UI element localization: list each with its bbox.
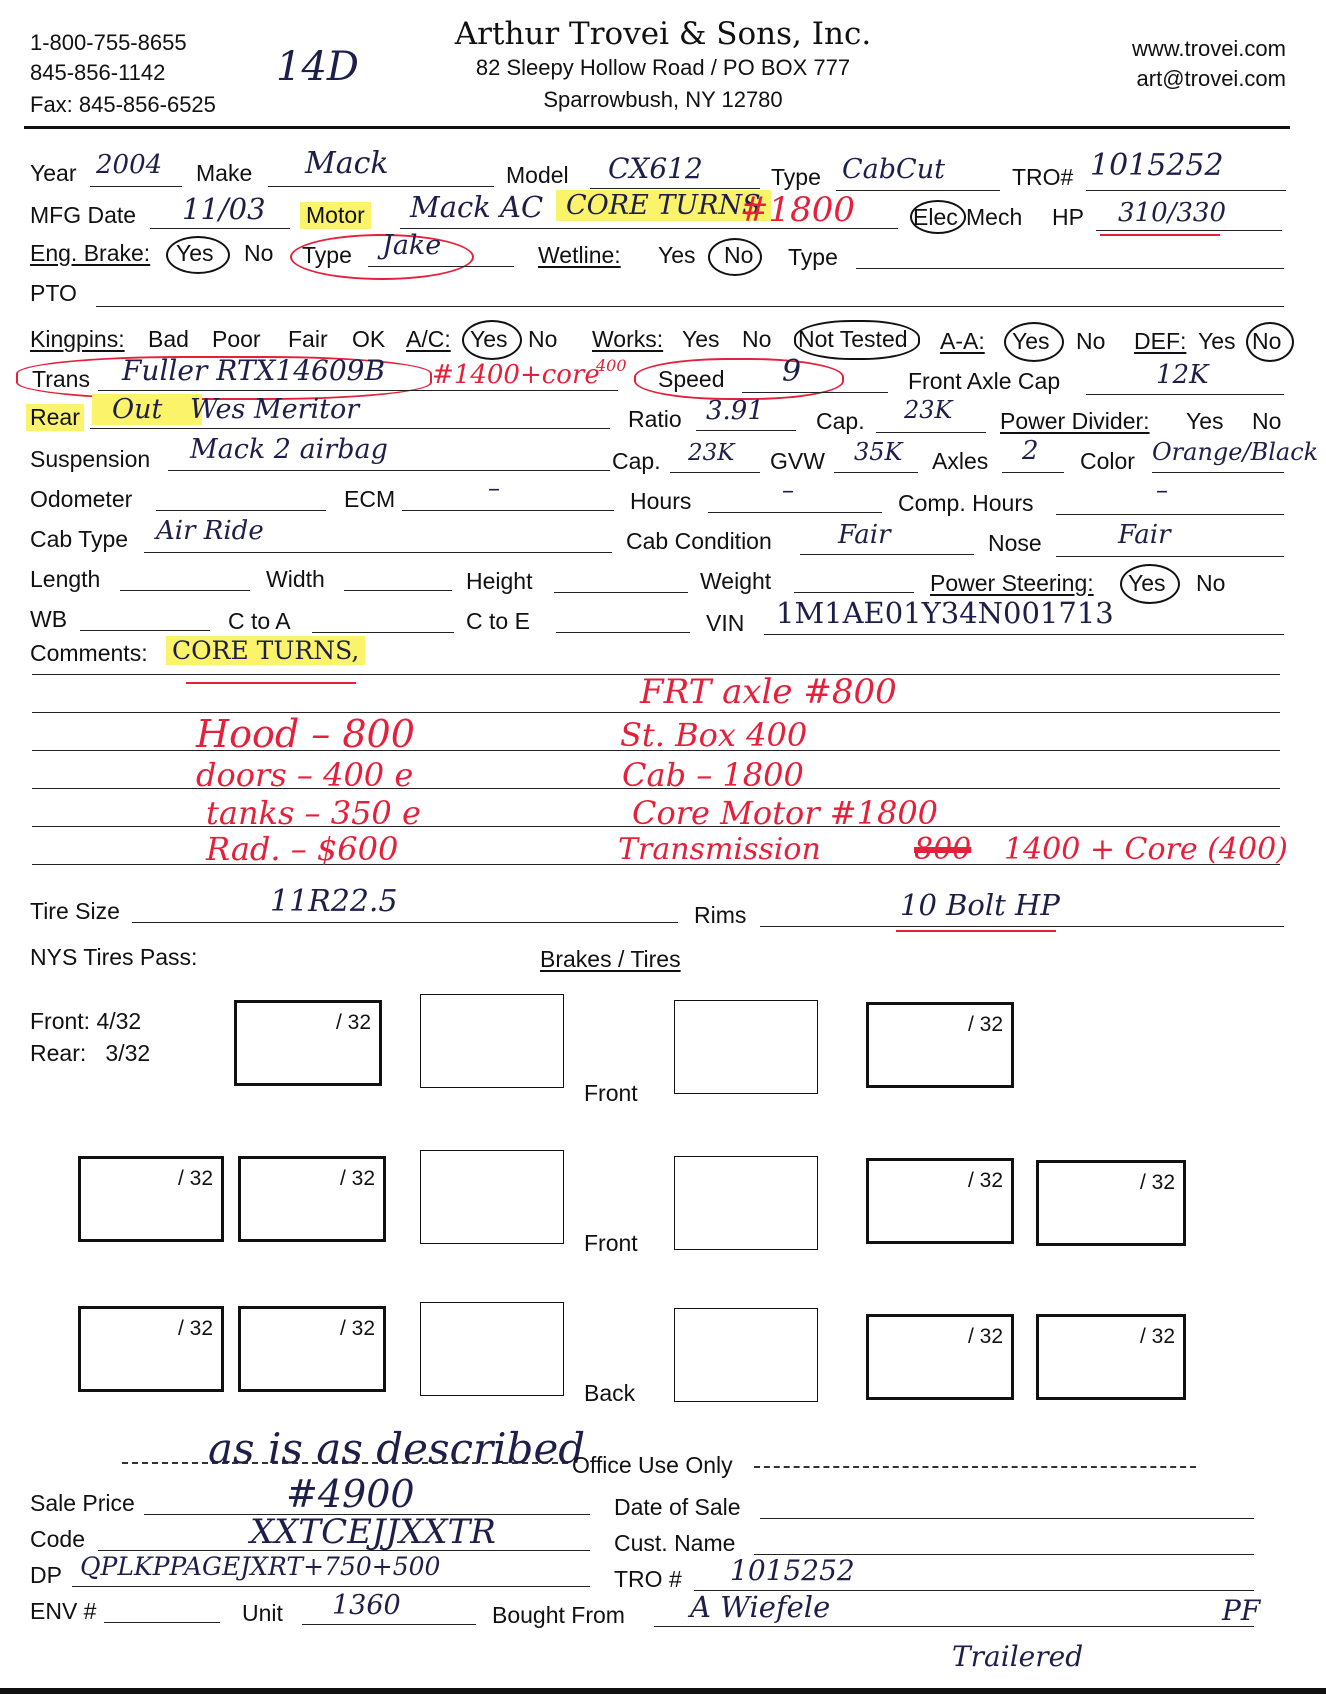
rear-value-b: Wes Meritor: [190, 394, 360, 425]
wetline-yes: Yes: [658, 242, 696, 268]
bought-from-label: Bought From: [492, 1602, 625, 1628]
phone-1: 1-800-755-8655: [30, 30, 187, 55]
cab-condition-value: Fair: [838, 520, 891, 550]
address-line-2: Sparrowbush, NY 12780: [543, 87, 783, 112]
power-steering-no: No: [1196, 570, 1226, 596]
wetline-label: Wetline:: [538, 242, 621, 268]
motor-value: Mack AC: [410, 190, 544, 224]
year-label: Year: [30, 160, 77, 186]
type-value: CabCut: [842, 154, 945, 185]
not-tested: Not Tested: [798, 326, 908, 352]
color-value: Orange/Black: [1152, 438, 1319, 466]
rear-label: Rear: [26, 404, 84, 431]
susp-cap-value: 23K: [688, 440, 735, 466]
comp-hours-value: –: [1156, 476, 1168, 504]
ratio-label: Ratio: [628, 406, 682, 432]
ecm-value: –: [488, 474, 500, 502]
note-left-4: Rad. – $600: [206, 830, 399, 868]
eng-brake-type-value: Jake: [382, 230, 442, 261]
hp-value: 310/330: [1118, 198, 1227, 228]
unit-value: 1360: [332, 1590, 401, 1621]
tire-box-front-right: / 32: [866, 1002, 1014, 1088]
tire-box-mid-left-outer: / 32: [78, 1156, 224, 1242]
ecm-label: ECM: [344, 486, 396, 512]
axles-label: Axles: [932, 448, 989, 474]
note-right-1: FRT axle #800: [640, 672, 897, 712]
note-left-3: tanks – 350 e: [206, 794, 421, 832]
mfg-date-label: MFG Date: [30, 202, 137, 228]
hours-value: –: [782, 476, 794, 504]
dp-label: DP: [30, 1562, 62, 1588]
wetline-no: No: [724, 242, 754, 268]
company-name: Arthur Trovei & Sons, Inc.: [454, 16, 872, 52]
note-left-2: doors – 400 e: [196, 756, 414, 794]
tire-box-mid-right-inner: / 32: [866, 1158, 1014, 1244]
initials: PF: [1222, 1594, 1261, 1627]
code-value: XXTCEJJXXTR: [250, 1512, 496, 1552]
header-divider: [24, 126, 1290, 129]
c-to-e-label: C to E: [466, 608, 530, 634]
vin-label: VIN: [706, 610, 745, 636]
bought-from-value: A Wiefele: [690, 1590, 831, 1624]
comments-value: CORE TURNS,: [166, 636, 365, 665]
front-label-2: Front: [584, 1230, 638, 1256]
email: art@trovei.com: [1136, 66, 1286, 91]
gvw-value: 35K: [854, 438, 903, 466]
rear-value: Out: [92, 394, 202, 425]
works-no: No: [742, 326, 772, 352]
front-axle-cap-value: 12K: [1156, 360, 1209, 390]
kingpins-label: Kingpins:: [30, 326, 125, 352]
tire-size-value: 11R22.5: [270, 884, 398, 919]
gvw-label: GVW: [770, 448, 825, 474]
tire-box-mid-right-outer: / 32: [1036, 1160, 1186, 1246]
length-label: Length: [30, 566, 101, 592]
weight-label: Weight: [700, 568, 772, 594]
brake-box-mid-left: [420, 1150, 564, 1244]
sale-price-value: #4900: [286, 1472, 415, 1516]
code-label: Code: [30, 1526, 85, 1552]
rear-tread-label: Rear: 3/32: [30, 1040, 151, 1066]
back-label: Back: [584, 1380, 636, 1406]
note-right-3: Cab – 1800: [622, 756, 804, 794]
pto-label: PTO: [30, 280, 77, 306]
nys-tires-pass-label: NYS Tires Pass:: [30, 944, 198, 970]
motor-core-turns: CORE TURNS: [556, 190, 771, 221]
aa-yes: Yes: [1012, 328, 1050, 354]
def-yes: Yes: [1198, 328, 1236, 354]
comp-hours-label: Comp. Hours: [898, 490, 1034, 516]
kingpins-ok: OK: [352, 326, 386, 352]
office-note: as is as described: [208, 1424, 586, 1473]
type-label: Type: [771, 164, 821, 190]
hp-label: HP: [1052, 204, 1084, 230]
hours-label: Hours: [630, 488, 692, 514]
vin-value: 1M1AE01Y34N001713: [776, 596, 1114, 630]
rear-cap-value: 23K: [904, 396, 953, 424]
susp-cap-label: Cap.: [612, 448, 661, 474]
trans-core: 400: [596, 356, 627, 375]
handwritten-code: 14D: [276, 44, 359, 90]
mech-label: Mech: [966, 204, 1023, 230]
phone-2: 845-856-1142: [30, 60, 166, 85]
aa-label: A-A:: [940, 328, 985, 354]
wetline-type-label: Type: [788, 244, 838, 270]
model-label: Model: [506, 162, 569, 188]
brake-box-back-left: [420, 1302, 564, 1396]
suspension-value: Mack 2 airbag: [190, 434, 388, 465]
website: www.trovei.com: [1131, 36, 1286, 61]
make-label: Make: [196, 160, 253, 186]
env-label: ENV #: [30, 1598, 97, 1624]
brakes-tires-label: Brakes / Tires: [540, 946, 681, 972]
year-value: 2004: [96, 150, 163, 180]
front-label-1: Front: [584, 1080, 638, 1106]
height-label: Height: [466, 568, 533, 594]
works-label: Works:: [592, 326, 664, 352]
tro-2-value: 1015252: [730, 1554, 855, 1587]
c-to-a-label: C to A: [228, 608, 291, 634]
speed-label: Speed: [658, 366, 725, 392]
power-divider-no: No: [1252, 408, 1282, 434]
ratio-value: 3.91: [706, 396, 764, 426]
note-right-6: 1400 + Core (400): [1004, 832, 1288, 867]
model-value: CX612: [608, 152, 703, 185]
brake-box-mid-right: [674, 1156, 818, 1250]
works-yes: Yes: [682, 326, 720, 352]
eng-brake-yes: Yes: [176, 240, 214, 266]
front-axle-cap-label: Front Axle Cap: [908, 368, 1061, 394]
eng-brake-label: Eng. Brake:: [30, 240, 151, 266]
sale-price-label: Sale Price: [30, 1490, 135, 1516]
rims-value: 10 Bolt HP: [900, 888, 1060, 922]
dp-value: QPLKPPAGEJXRT+750+500: [80, 1552, 441, 1581]
make-value: Mack: [305, 146, 389, 181]
tire-size-label: Tire Size: [30, 898, 120, 924]
tro-label: TRO#: [1012, 164, 1074, 190]
brake-box-back-right: [674, 1308, 818, 1402]
office-use-only-label: Office Use Only: [572, 1452, 733, 1478]
cab-type-label: Cab Type: [30, 526, 129, 552]
address-line-1: 82 Sleepy Hollow Road / PO BOX 777: [475, 55, 851, 80]
kingpins-bad: Bad: [148, 326, 189, 352]
rims-label: Rims: [694, 902, 747, 928]
tro-2-label: TRO #: [614, 1566, 682, 1592]
ac-label: A/C:: [406, 326, 451, 352]
note-right-4: Core Motor #1800: [632, 794, 939, 832]
tire-box-back-right-inner: / 32: [866, 1314, 1014, 1400]
tire-box-back-left-outer: / 32: [78, 1306, 224, 1392]
tire-box-back-left-inner: / 32: [238, 1306, 386, 1392]
note-right-5: Transmission: [618, 832, 821, 867]
rear-cap-label: Cap.: [816, 408, 865, 434]
nose-label: Nose: [988, 530, 1042, 556]
aa-no: No: [1076, 328, 1106, 354]
trans-price: #1400+core: [432, 360, 600, 390]
trans-label: Trans: [32, 366, 90, 392]
ac-yes: Yes: [470, 326, 508, 352]
speed-value: 9: [782, 354, 802, 389]
elec-label: Elec: [913, 204, 958, 230]
axles-value: 2: [1022, 436, 1039, 466]
eng-brake-type-label: Type: [302, 242, 352, 268]
motor-label: Motor: [300, 202, 371, 229]
color-label: Color: [1080, 448, 1135, 474]
brake-box-front-right: [674, 1000, 818, 1094]
cab-condition-label: Cab Condition: [626, 528, 772, 554]
width-label: Width: [266, 566, 325, 592]
trans-value: Fuller RTX14609B: [122, 354, 386, 387]
nose-value: Fair: [1118, 520, 1171, 550]
note-left-1: Hood – 800: [196, 712, 415, 756]
unit-label: Unit: [242, 1600, 283, 1626]
motor-price: #1800: [740, 190, 856, 230]
power-steering-label: Power Steering:: [930, 570, 1094, 596]
tire-box-mid-left-inner: / 32: [238, 1156, 386, 1242]
power-divider-label: Power Divider:: [1000, 408, 1150, 434]
power-steering-yes: Yes: [1128, 570, 1166, 596]
comments-label: Comments:: [30, 640, 148, 666]
kingpins-fair: Fair: [288, 326, 328, 352]
note-right-2: St. Box 400: [620, 716, 808, 754]
cab-type-value: Air Ride: [156, 516, 264, 546]
fax: Fax: 845-856-6525: [30, 92, 216, 117]
wb-label: WB: [30, 606, 68, 632]
note-crossed: 800: [914, 832, 972, 867]
kingpins-poor: Poor: [212, 326, 261, 352]
def-label: DEF:: [1134, 328, 1187, 354]
trailered-note: Trailered: [952, 1640, 1084, 1673]
tire-box-back-right-outer: / 32: [1036, 1314, 1186, 1400]
cust-name-label: Cust. Name: [614, 1530, 736, 1556]
tire-box-front-left: / 32: [234, 1000, 382, 1086]
date-of-sale-label: Date of Sale: [614, 1494, 741, 1520]
def-no: No: [1252, 328, 1282, 354]
eng-brake-no: No: [244, 240, 274, 266]
suspension-label: Suspension: [30, 446, 151, 472]
power-divider-yes: Yes: [1186, 408, 1224, 434]
brake-box-front-left: [420, 994, 564, 1088]
mfg-date-value: 11/03: [182, 192, 266, 226]
front-tread-label: Front: 4/32: [30, 1008, 142, 1034]
tro-value: 1015252: [1090, 148, 1224, 183]
ac-no: No: [528, 326, 558, 352]
odometer-label: Odometer: [30, 486, 133, 512]
